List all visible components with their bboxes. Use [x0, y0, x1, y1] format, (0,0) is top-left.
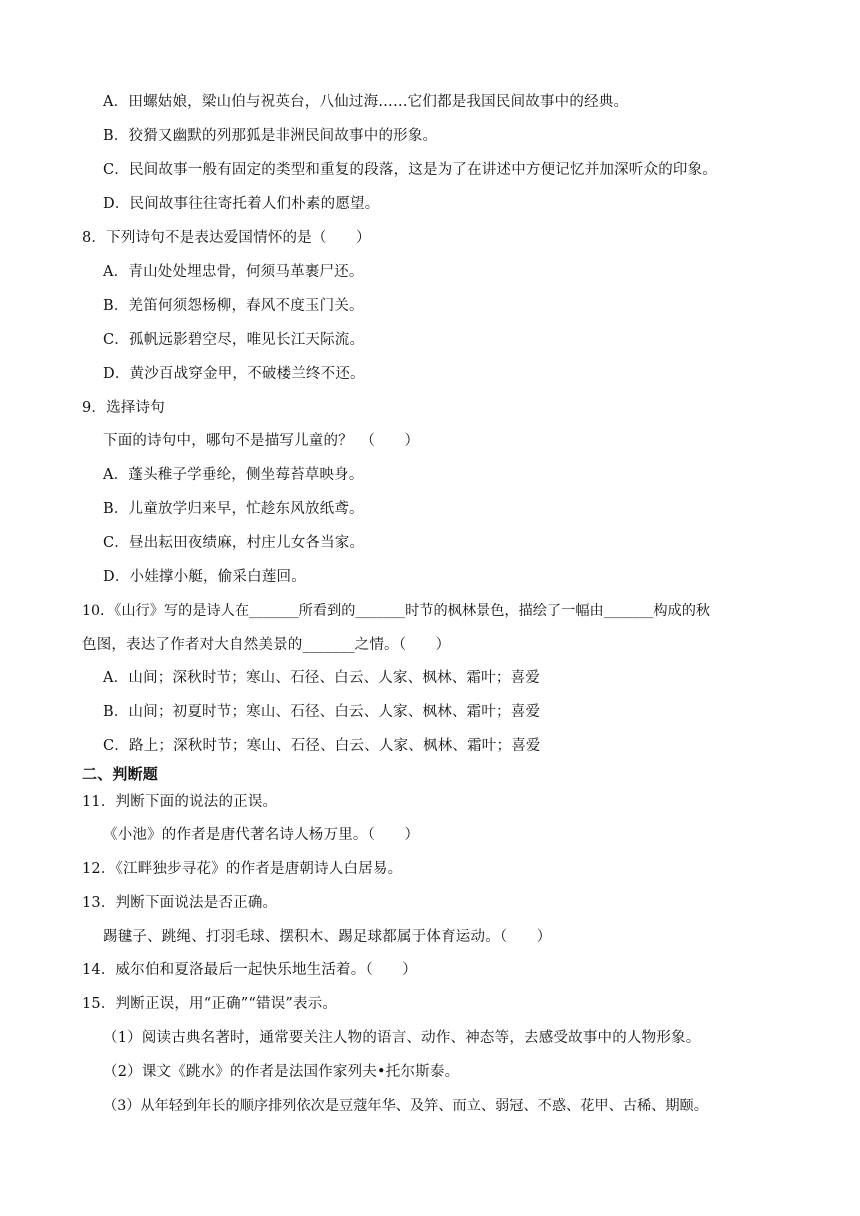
q9-substem: 下面的诗句中，哪句不是描写儿童的？ （ ）: [103, 433, 420, 449]
q7-option-c: C．民间故事一般有固定的类型和重复的段落，这是为了在讲述中方便记忆并加深听众的印象。: [103, 162, 717, 178]
q8-option-a: A．青山处处埋忠骨，何须马革裹尸还。: [103, 264, 364, 280]
q10-option-c: C．路上；深秋时节；寒山、石径、白云、人家、枫林、霜叶；喜爱: [103, 738, 541, 754]
q8-option-b: B．羌笛何须怨杨柳，春风不度玉门关。: [103, 298, 364, 314]
q8-stem: 8．下列诗句不是表达爱国情怀的是（ ）: [82, 230, 371, 246]
q9-option-b: B．儿童放学归来早，忙趁东风放纸鸢。: [103, 501, 364, 517]
q15-item-3: （3）从年轻到年长的顺序排列依次是豆蔻年华、及笄、而立、弱冠、不惑、花甲、古稀、期颐。: [103, 1098, 708, 1114]
q11-stem: 11．判断下面的说法的正误。: [82, 794, 278, 810]
q12-stem: 12．《江畔独步寻花》的作者是唐朝诗人白居易。: [82, 861, 403, 877]
q13-stem: 13．判断下面说法是否正确。: [82, 895, 278, 911]
q8-option-c: C．孤帆远影碧空尽，唯见长江天际流。: [103, 332, 365, 348]
q10-option-b: B．山间；初夏时节；寒山、石径、白云、人家、枫林、霜叶；喜爱: [103, 704, 541, 720]
q15-item-1: （1）阅读古典名著时，通常要关注人物的语言、动作、神态等，去感受故事中的人物形象。: [103, 1030, 701, 1046]
q10-stem-line2: 色图，表达了作者对大自然美景的_______之情。（ ）: [82, 637, 451, 653]
q15-item-2: （2）课文《跳水》的作者是法国作家列夫•托尔斯泰。: [103, 1064, 460, 1080]
q9-option-c: C．昼出耘田夜绩麻，村庄儿女各当家。: [103, 535, 365, 551]
q8-option-d: D．黄沙百战穿金甲，不破楼兰终不还。: [103, 366, 365, 382]
q10-option-a: A．山间；深秋时节；寒山、石径、白云、人家、枫林、霜叶；喜爱: [103, 670, 540, 686]
q13-substem: 踢毽子、跳绳、打羽毛球、摆积木、踢足球都属于体育运动。（ ）: [103, 929, 552, 945]
q9-stem: 9．选择诗句: [82, 400, 165, 416]
q7-option-d: D．民间故事往往寄托着人们朴素的愿望。: [103, 196, 380, 212]
q7-option-a: A．田螺姑娘，梁山伯与祝英台，八仙过海……它们都是我国民间故事中的经典。: [103, 94, 629, 110]
q7-option-b: B．狡猾又幽默的列那狐是非洲民间故事中的形象。: [103, 128, 438, 144]
q10-stem-line1: 10．《山行》写的是诗人在_______所看到的_______时节的枫林景色，描绘了一幅由_______构成的秋: [82, 603, 711, 619]
q9-option-a: A．蓬头稚子学垂纶，侧坐莓苔草映身。: [103, 467, 364, 483]
q14-stem: 14．威尔伯和夏洛最后一起快乐地生活着。（ ）: [82, 962, 417, 978]
section-title-judgement: 二、判断题: [82, 765, 159, 783]
q15-stem: 15．判断正误，用“正确”“错误”表示。: [82, 996, 338, 1012]
q9-option-d: D．小娃撑小艇，偷采白莲回。: [103, 569, 306, 585]
q11-substem: 《小池》的作者是唐代著名诗人杨万里。（ ）: [103, 827, 420, 843]
